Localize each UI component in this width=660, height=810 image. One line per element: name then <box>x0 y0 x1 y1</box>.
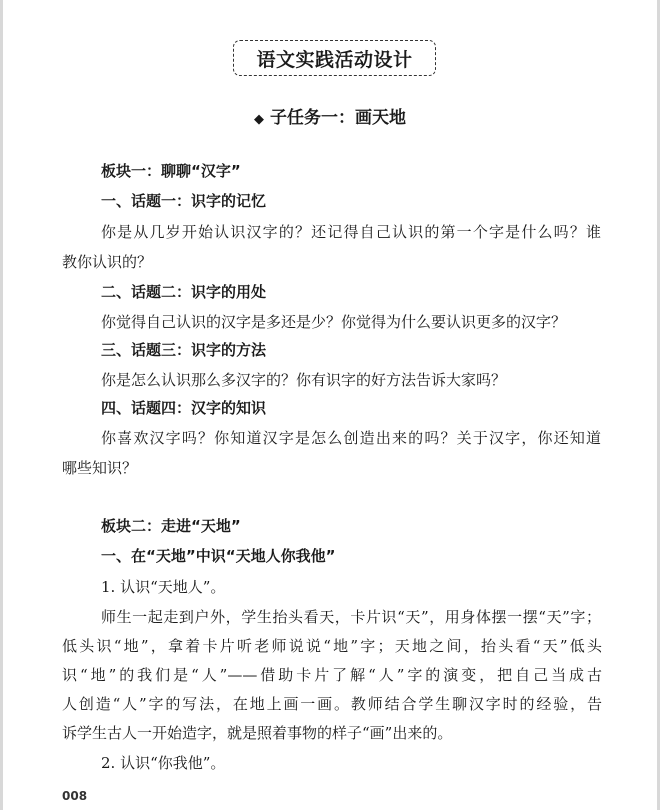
block2-heading: 板块二：走进“天地” <box>101 517 241 535</box>
topic4-text-line2: 哪些知识？ <box>62 459 138 477</box>
block2-paragraph-line4: 人创造“人”字的写法，在地上画一画。教师结合学生聊汉字时的经验，告 <box>62 695 602 713</box>
block2-paragraph-line3: 识“地”的我们是“人”——借助卡片了解“人”字的演变，把自己当成古 <box>62 666 602 684</box>
block2-paragraph-line1: 师生一起走到户外，学生抬头看天，卡片识“天”，用身体摆一摆“天”字； <box>101 608 601 626</box>
section-title <box>233 40 436 76</box>
topic4-text-line1: 你喜欢汉字吗？你知道汉字是怎么创造出来的吗？关于汉字，你还知道 <box>101 429 601 447</box>
page-number: 008 <box>62 789 88 803</box>
topic2-heading: 二、话题二：识字的用处 <box>101 283 267 301</box>
block1-heading: 板块一：聊聊“汉字” <box>101 162 241 180</box>
block2-item2: 2. 认识“你我他”。 <box>101 754 226 772</box>
subtask-heading <box>254 103 406 128</box>
topic1-text-line2: 教你认识的？ <box>62 253 153 271</box>
section-title-text: 语文实践活动设计 <box>256 48 413 71</box>
page-edge-left <box>0 0 3 810</box>
block2-paragraph-line2: 低头识“地”，拿着卡片听老师说说“地”字；天地之间，抬头看“天”低头 <box>62 637 602 655</box>
block2-section1-heading: 一、在“天地”中识“天地人你我他” <box>101 547 336 565</box>
topic4-heading: 四、话题四：汉字的知识 <box>101 399 267 417</box>
topic1-text-line1: 你是从几岁开始认识汉字的？还记得自己认识的第一个字是什么吗？谁 <box>101 223 601 241</box>
topic2-text-line1: 你觉得自己认识的汉字是多还是少？你觉得为什么要认识更多的汉字？ <box>101 313 567 331</box>
topic3-heading: 三、话题三：识字的方法 <box>101 341 267 359</box>
block2-paragraph-line5: 诉学生古人一开始造字，就是照着事物的样子“画”出来的。 <box>62 724 453 742</box>
block2-item1: 1. 认识“天地人”。 <box>101 578 226 596</box>
diamond-bullet-icon: ◆ <box>254 112 264 127</box>
topic3-text-line1: 你是怎么认识那么多汉字的？你有识字的好方法告诉大家吗？ <box>101 371 507 389</box>
subtask-text: 子任务一：画天地 <box>270 108 406 128</box>
topic1-heading: 一、话题一：识字的记忆 <box>101 192 267 210</box>
